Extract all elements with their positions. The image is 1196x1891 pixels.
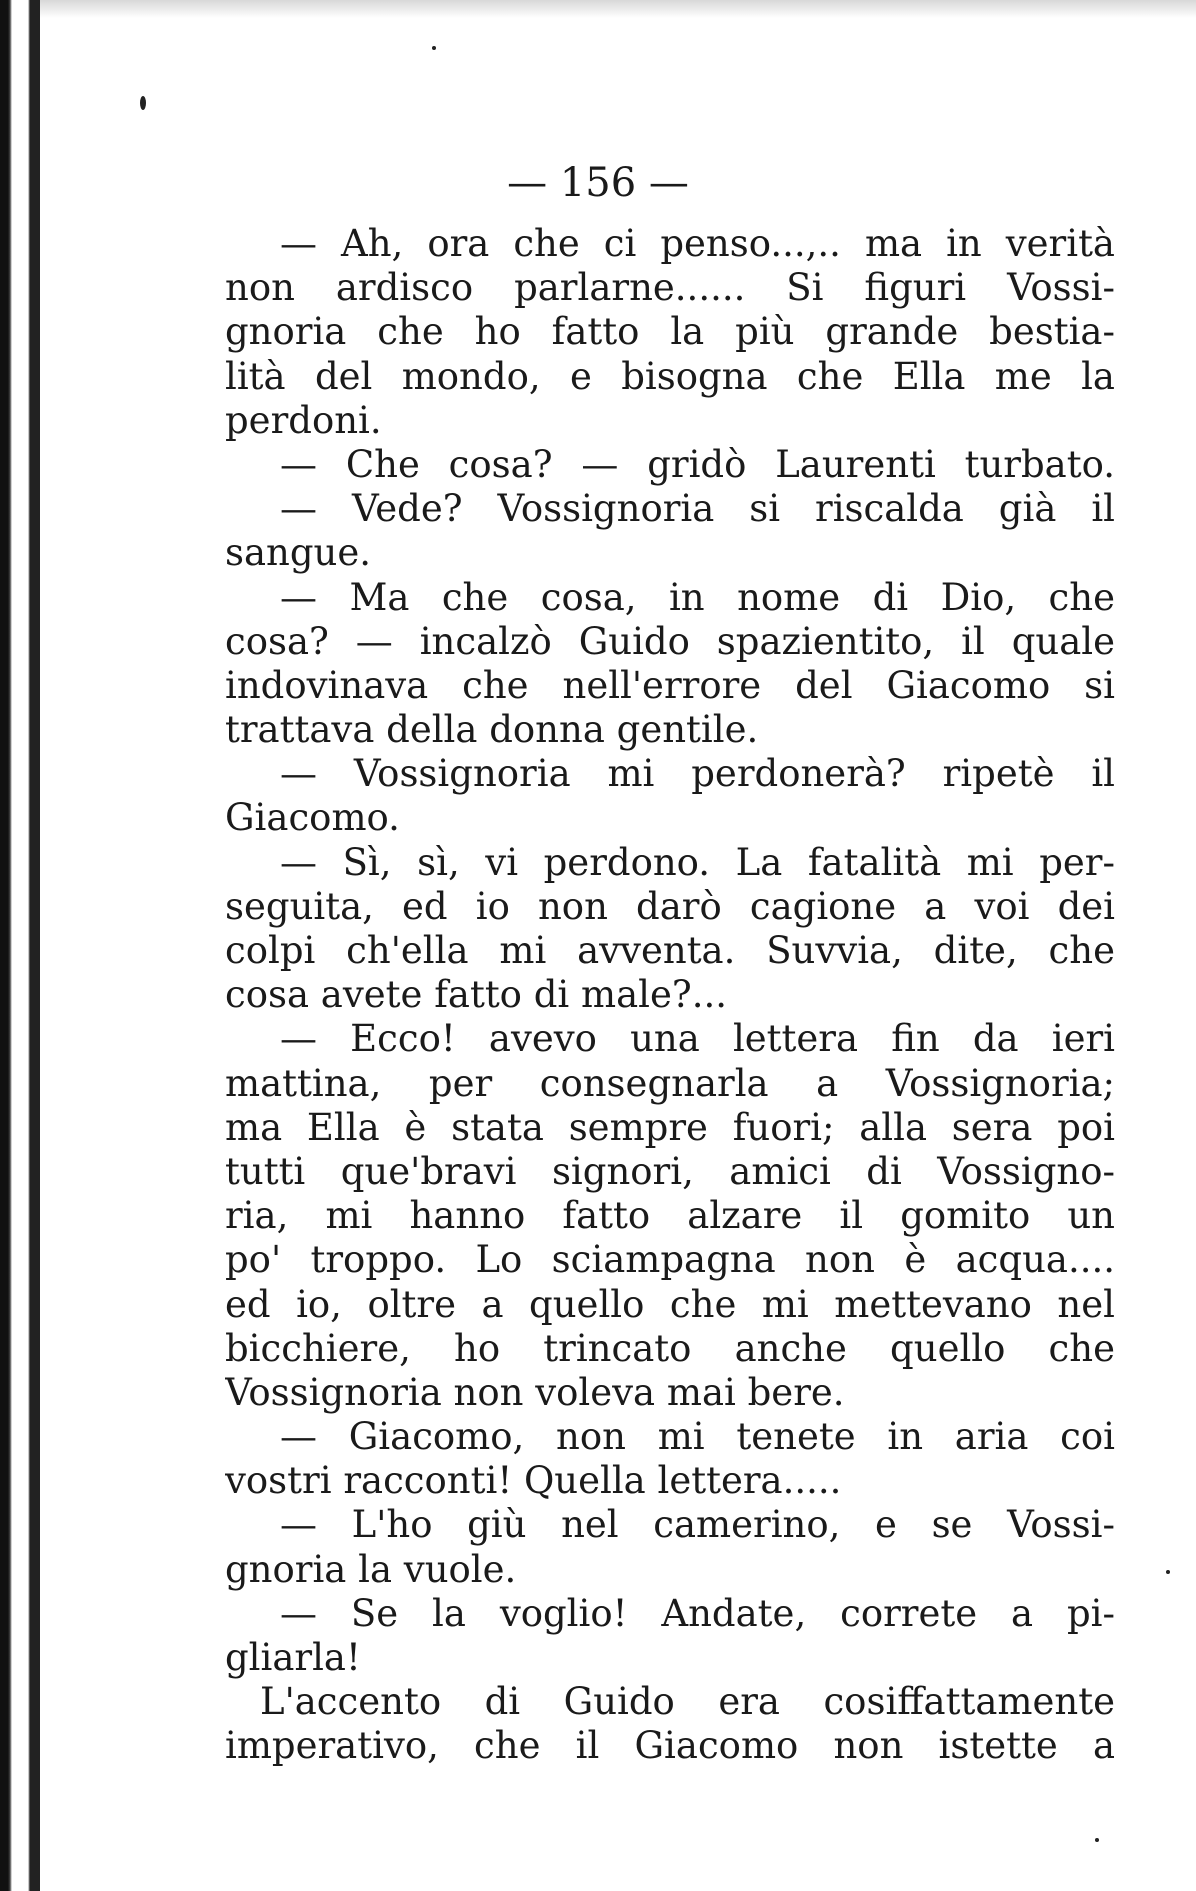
text-line: sangue. [225,531,372,575]
scan-speck [140,96,146,110]
text-line: perdoni. [225,398,382,442]
text-line: — Che cosa? — gridò Laurenti turbato. [280,442,1115,486]
text-line: colpi ch'ella mi avventa. Suvvia, dite, che [225,929,1115,972]
text-line: — L'ho giù nel camerino, e se Vossi- [280,1503,1115,1547]
text-line: mattina, per consegnarla a Vossignoria; [225,1061,1115,1105]
text-line: Giacomo. [225,796,400,840]
text-line: gliarla! [225,1636,361,1679]
text-line: ma Ella è stata sempre fuori; alla sera poi [225,1105,1115,1149]
text-line: ed io, oltre a quello che mi mettevano nel [225,1282,1115,1326]
text-line: — Ah, ora che ci penso...,.. ma in verità [280,222,1115,265]
text-line: — Ecco! avevo una lettera fin da ieri [280,1017,1115,1061]
text-line: bicchiere, ho trincato anche quello che [225,1326,1115,1370]
text-line: — Vede? Vossignoria si riscalda già il [280,487,1115,531]
book-spine-edge [0,0,40,1891]
text-line: — Vossignoria mi perdonerà? ripetè il [280,752,1115,796]
page-number: — 156 — [507,160,689,206]
text-line: gnoria che ho fatto la più grande bestia- [225,310,1115,354]
text-line: vostri racconti! Quella lettera..... [225,1459,842,1503]
text-line: L'accento di Guido era cosiffattamente [260,1680,1115,1724]
text-line: seguita, ed io non darò cagione a voi dei [225,884,1115,928]
text-line: imperativo, che il Giacomo non istette a [225,1724,1115,1768]
scan-top-edge [0,0,1196,20]
text-line: non ardisco parlarne...... Si figuri Vossi- [225,266,1115,310]
text-line: — Giacomo, non mi tenete in aria coi [280,1415,1115,1459]
text-line: po' troppo. Lo sciampagna non è acqua.... [225,1238,1115,1282]
scan-speck [1166,1570,1170,1574]
text-line: trattava della donna gentile. [225,708,759,752]
scan-speck [432,46,436,50]
text-line: lità del mondo, e bisogna che Ella me la [225,354,1115,398]
text-line: Vossignoria non voleva mai bere. [225,1370,845,1414]
scan-speck [1095,1838,1099,1842]
text-line: tutti que'bravi signori, amici di Vossigno- [225,1149,1115,1193]
text-line: gnoria la vuole. [225,1547,517,1591]
text-line: cosa avete fatto di male?... [225,973,727,1017]
text-line: cosa? — incalzò Guido spazientito, il quale [225,619,1115,663]
text-line: ria, mi hanno fatto alzare il gomito un [225,1194,1115,1238]
text-line: indovinava che nell'errore del Giacomo si [225,663,1115,707]
text-line: — Ma che cosa, in nome di Dio, che [280,575,1115,619]
text-line: — Sì, sì, vi perdono. La fatalità mi per- [280,840,1115,884]
text-line: — Se la voglio! Andate, correte a pi- [280,1591,1115,1635]
page-body-text [225,222,1115,1769]
